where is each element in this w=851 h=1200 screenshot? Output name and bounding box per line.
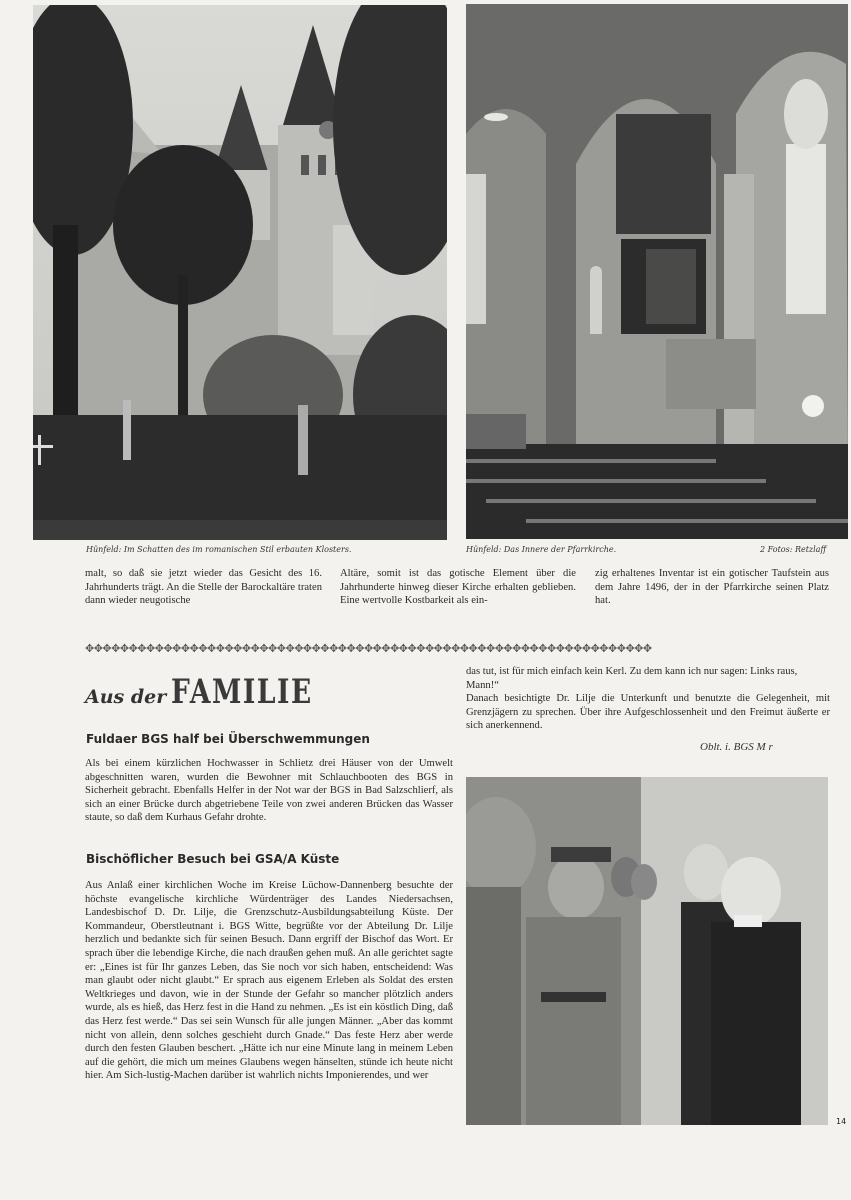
article-1-body — [85, 757, 453, 825]
top-article-col-3-text: zig erhaltenes Inventar ist ein gotischer Taufstein aus dem Jahre 1496, der in der Pfarrkirche seinen Platz hat. — [595, 568, 829, 607]
photo-church-exterior — [33, 5, 447, 540]
top-article-col-3 — [595, 567, 829, 608]
church-interior-image — [466, 4, 848, 539]
caption-church-interior: Hünfeld: Das Innere der Pfarrkirche. — [466, 545, 617, 554]
author-signature: Oblt. i. BGS M r — [700, 741, 773, 753]
article-1-body-text: Als bei einem kürzlichen Hochwasser in Schlietz drei Häuser von der Umwelt abgeschnitten waren, wurden die Bewohner mit Schlauchbooten des BGS in Sicherheit gebracht. Ebenfalls Helfer in der Not war der BGS in Bad Salzschlierf, als sich an einer Brücke durch abgetriebene Teile von zwei anderen Brücken das Wasser staute, so daß dem Kurhaus Gefahr drohte. — [85, 758, 453, 824]
article-2-headline: Bischöflicher Besuch bei GSA/A Küste — [86, 852, 340, 866]
article-2-body-text: Aus Anlaß einer kirchlichen Woche im Kreise Lüchow-Dannenberg besuchte der höchste evangelische kirchliche Würdenträger des Landes Niedersachsen, Landesbischof D. Dr. Lilje, die Grenzschutz-Ausbildungsabteilung Küste. Der Kommandeur, Oberstleutnant i. BGS Witte, begrüßte vor der Abteilung Dr. Lilje herzlich und bedankte sich für seinen Besuch. Dann ergriff der Bischof das Wort. Er sprach über die lebendige Kirche, die nach draußen gehen muß. An alle gerichtet sagte er: „Eines ist für Ihr ganzes Leben, das Sie noch vor sich haben, entscheidend: Was man glaubt oder nicht glaubt.“ Er sprach aus eigenem Erleben als Soldat des ersten Weltkrieges und davon, wie in der Stunde der Gefahr so mancher plötzlich anders wurde, als es hieß, das Herz fest in die Hand zu nehmen. „Es ist ein köstlich Ding, daß das Herz fest werde.“ Das sei sein Wunsch für alle jungen Männer. „Aber das kommt nicht von allein, denn solches geschieht durch Gnade.“ Das feste Herz aber werde durch den festen Glauben beschert. „Hätte ich nur eine Minute lang in meinem Leben auf die gehört, die mich um meines Glaubens wegen hänselten, stünde ich heute nicht hier. Am Sich-lustig-Machen darüber ist wahrlich nichts Imponierendes, und wer — [85, 880, 453, 1082]
article-2-body — [85, 879, 453, 1083]
section-title-main: FAMILIE — [171, 672, 314, 712]
photo-credit: 2 Fotos: Retzlaff — [760, 545, 827, 554]
top-article-col-1-text: malt, so daß sie jetzt wieder das Gesicht des 16. Jahrhunderts trägt. An die Stelle der Barockaltäre traten dann wieder neugotische — [85, 568, 322, 607]
top-article-col-2-text: Altäre, somit ist das gotische Element über die Jahrhunderte hinweg dieser Kirche erhalten geblieben. Eine wertvolle Kostbarkeit als ein- — [340, 568, 576, 607]
photo-bishop-visit — [466, 777, 828, 1125]
article-1-headline: Fuldaer BGS half bei Überschwemmungen — [86, 732, 370, 746]
ornamental-divider: ✥✥✥✥✥✥✥✥✥✥✥✥✥✥✥✥✥✥✥✥✥✥✥✥✥✥✥✥✥✥✥✥✥✥✥✥✥✥✥✥✥✥✥✥✥✥✥✥✥✥✥✥✥✥✥✥✥✥✥✥✥✥✥✥✥ — [85, 642, 652, 655]
bishop-visit-image — [466, 777, 828, 1125]
page-number: 14 — [836, 1117, 847, 1126]
photo-church-interior — [466, 4, 848, 539]
section-title — [85, 672, 353, 712]
top-article-col-2 — [340, 567, 576, 608]
article-2-continuation — [466, 665, 830, 733]
article-2-continuation-1: das tut, ist für mich einfach kein Kerl. Zu dem kann ich nur sagen: Links raus, Mann!“ — [466, 666, 798, 691]
top-article-col-1 — [85, 567, 322, 608]
section-title-prefix: Aus der — [85, 686, 167, 708]
church-exterior-image — [33, 5, 447, 540]
article-2-continuation-2: Danach besichtigte Dr. Lilje die Unterkunft und benutzte die Gelegenheit, mit Grenzjägern zu sprechen. Über ihre Aufgeschlossenheit und den Freimut äußerte er sich anerkennend. — [466, 693, 830, 732]
caption-church-exterior: Hünfeld: Im Schatten des im romanischen Stil erbauten Klosters. — [86, 545, 352, 554]
